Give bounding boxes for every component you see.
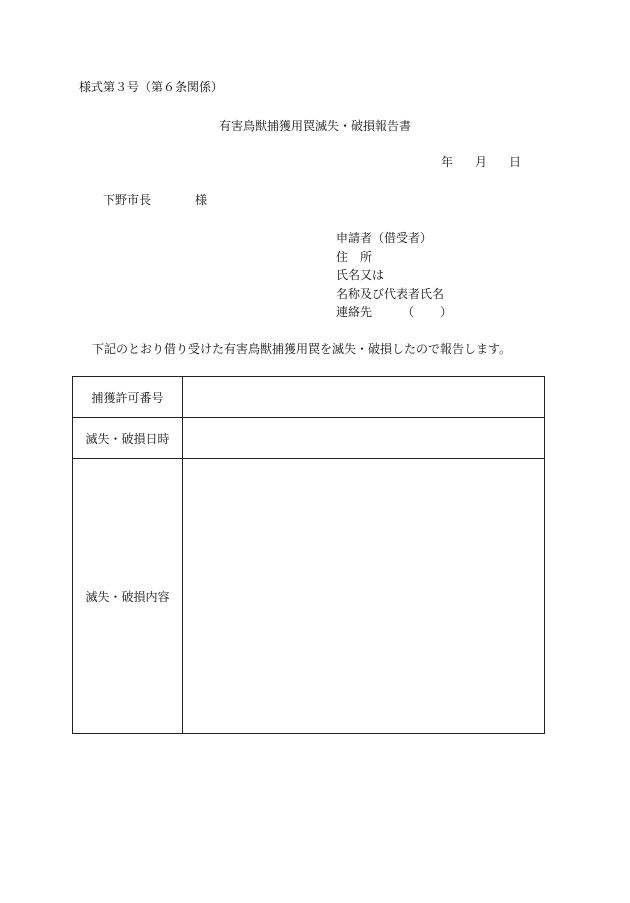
addressee	[103, 194, 207, 206]
report-table	[72, 376, 545, 734]
applicant-address-label: 住 所	[336, 249, 373, 264]
applicant-name-label-1: 氏名又は	[336, 268, 385, 282]
table-row	[73, 459, 545, 734]
applicant-contact-row	[336, 306, 452, 325]
addressee-honorific: 様	[195, 193, 208, 207]
permit-number-label: 捕獲許可番号	[73, 377, 183, 418]
loss-details-label: 滅失・破損内容	[73, 459, 183, 734]
applicant-contact-label: 連絡先	[336, 305, 373, 319]
applicant-block	[336, 232, 452, 325]
loss-date-field[interactable]	[183, 418, 545, 459]
permit-number-field[interactable]	[183, 377, 545, 418]
table-row	[73, 418, 545, 459]
date-line	[441, 156, 521, 168]
form-number: 様式第３号（第６条関係）	[79, 80, 224, 94]
date-day-label: 日	[509, 155, 522, 169]
addressee-name: 下野市長	[103, 193, 152, 207]
applicant-name-label-2: 名称及び代表者氏名	[336, 286, 445, 301]
applicant-heading: 申請者（借受者）	[336, 231, 433, 245]
date-year-label: 年	[441, 155, 454, 169]
loss-date-label: 滅失・破損日時	[73, 418, 183, 459]
date-month-label: 月	[475, 155, 488, 169]
contact-paren-open: （	[402, 305, 415, 319]
report-statement: 下記のとおり借り受けた有害鳥獣捕獲用罠を滅失・破損したので報告します。	[92, 342, 512, 356]
loss-details-field[interactable]	[183, 459, 545, 734]
document-title	[0, 120, 630, 132]
document-title-text: 有害鳥獣捕獲用罠滅失・破損報告書	[218, 119, 411, 133]
table-row	[73, 377, 545, 418]
contact-paren-close: ）	[440, 305, 453, 319]
